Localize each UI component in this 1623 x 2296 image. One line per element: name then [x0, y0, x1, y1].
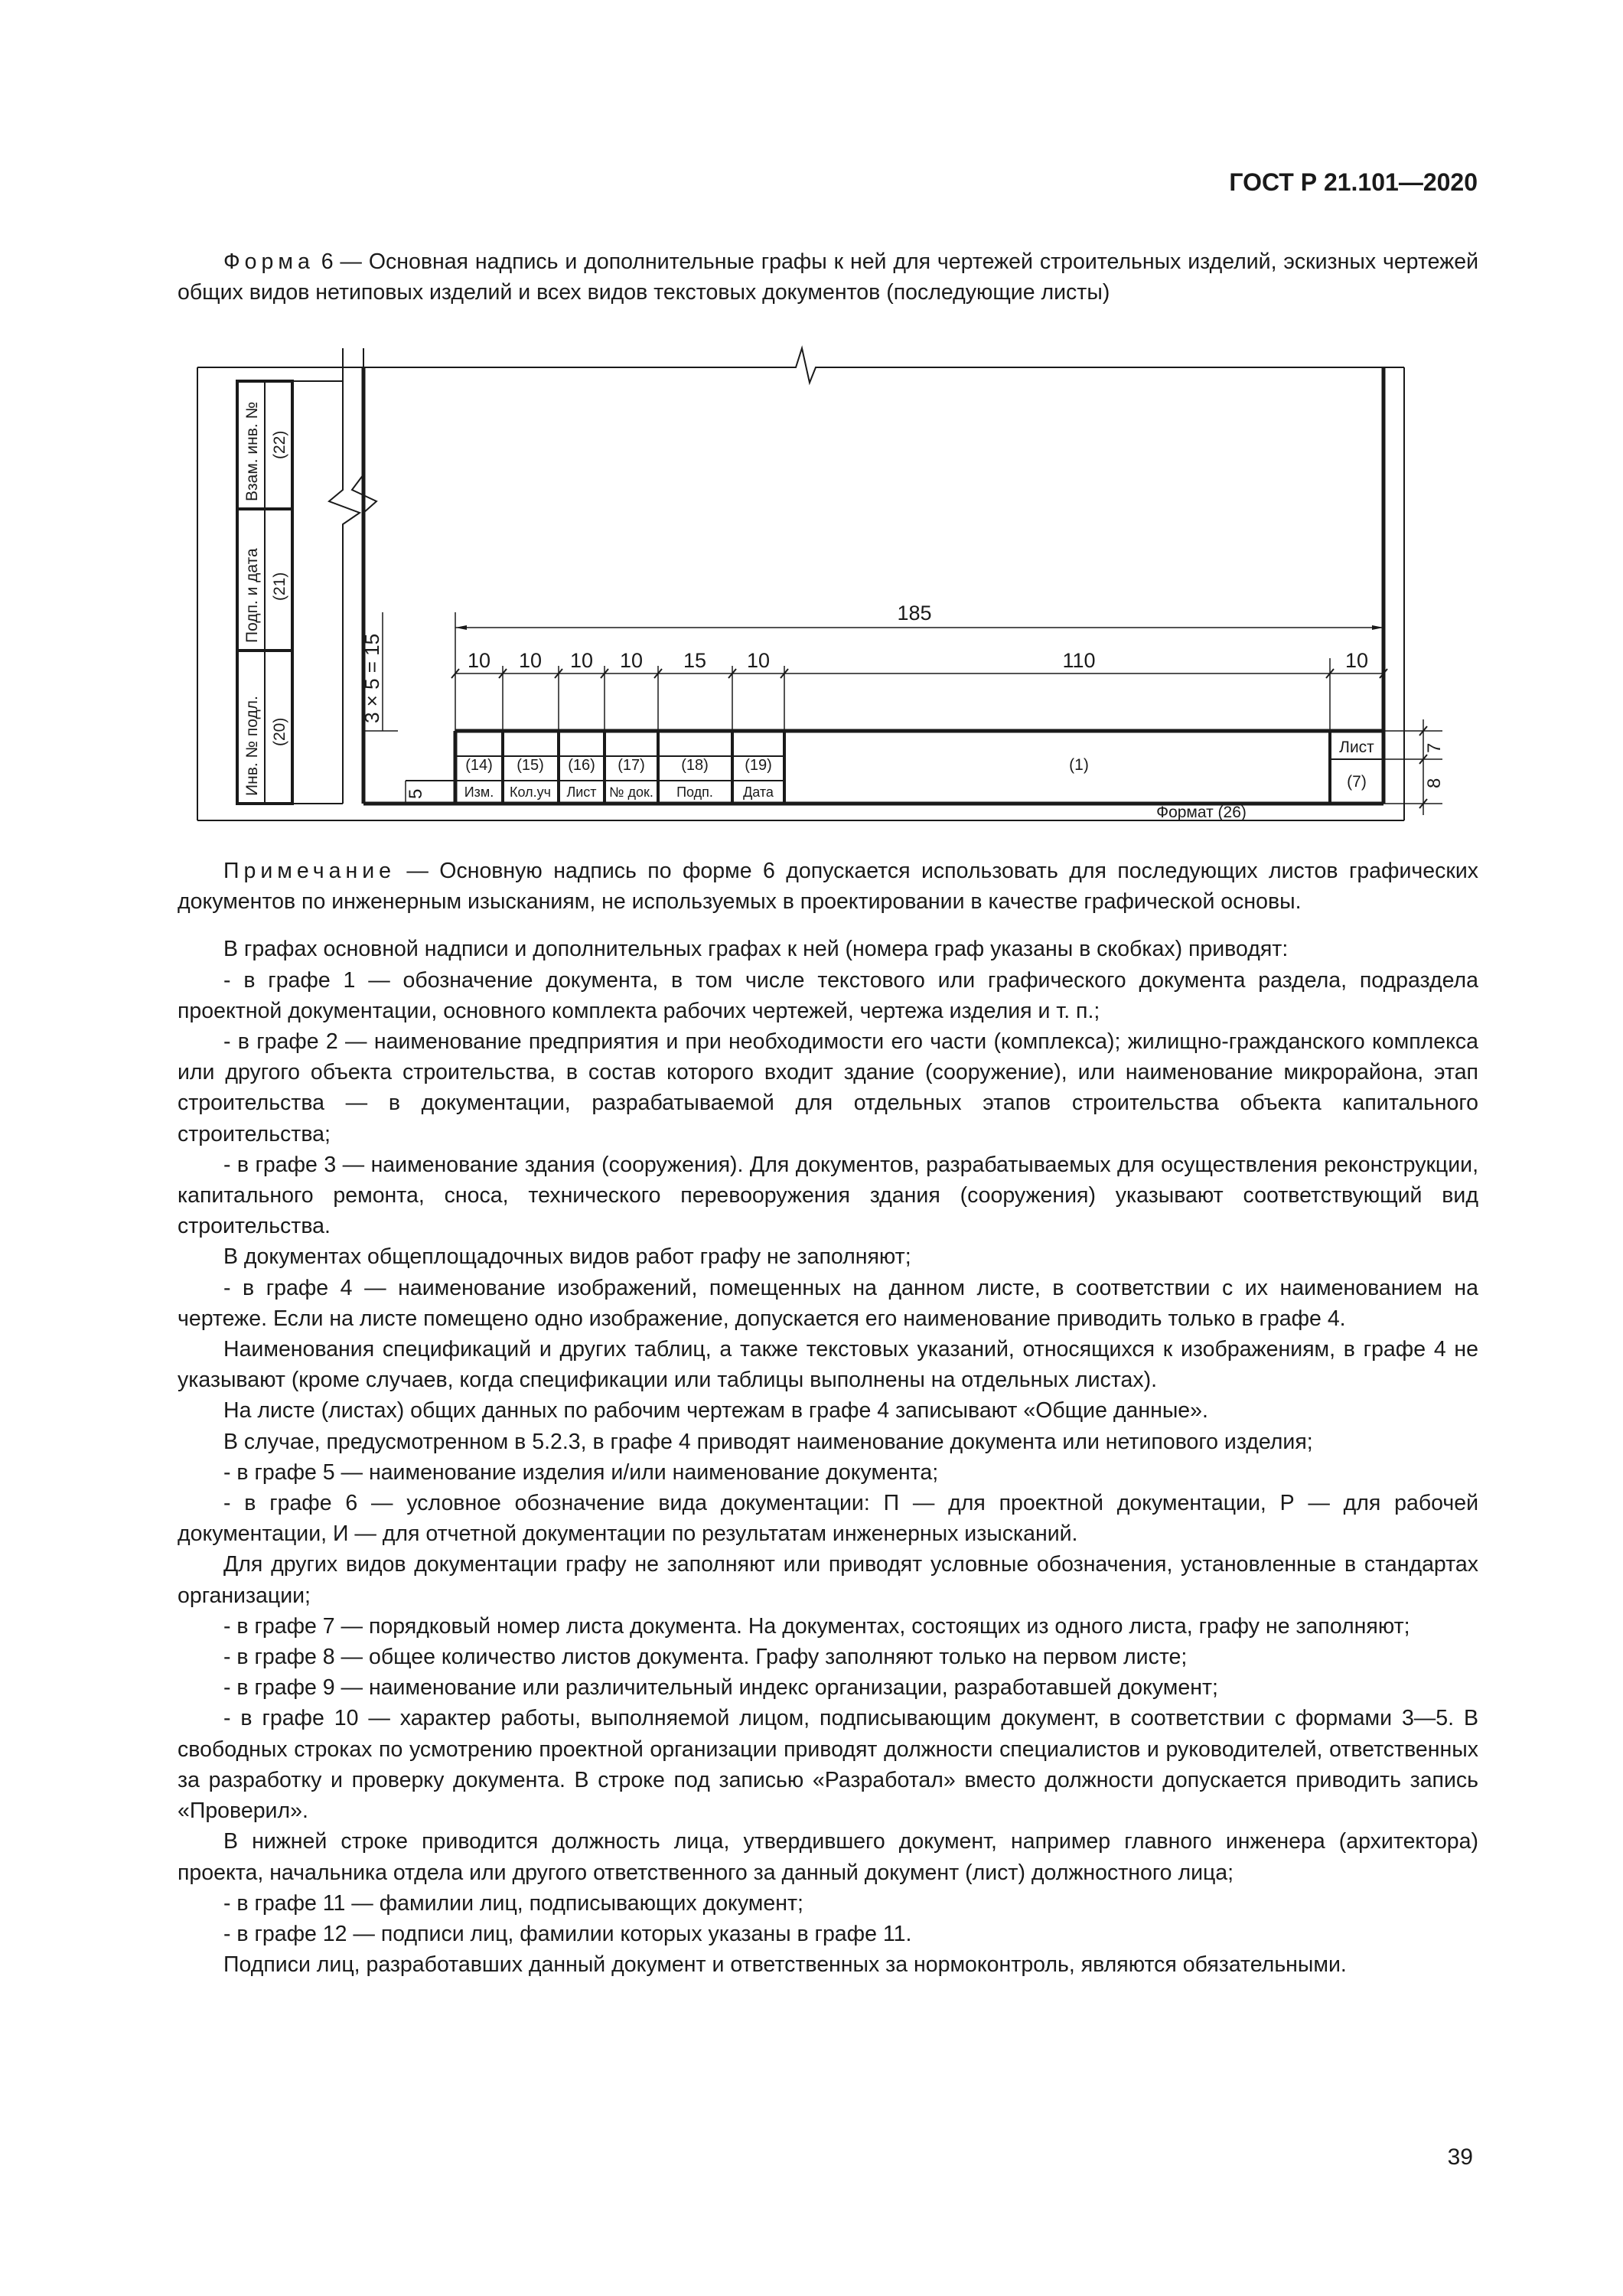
- body-paragraph: На листе (листах) общих данных по рабочим чертежам в графе 4 записывают «Общие данные».: [223, 1398, 1208, 1424]
- sheet-label: Лист: [1339, 739, 1374, 756]
- note-text: — Основную надпись по форме 6 допускается использовать для последующих листов графических документов по инженерным изысканиям, не используемых в проектировании в качестве графической основы.: [178, 859, 1478, 915]
- side-cell-number: (22): [271, 430, 288, 459]
- dim-right-bottom: 8: [1424, 778, 1445, 788]
- col-label: Кол.уч: [510, 784, 551, 800]
- body-paragraph: - в графе 7 — порядковый номер листа документа. На документах, состоящих из одного листа, графу не заполняют;: [223, 1613, 1410, 1639]
- body-paragraph: Для других видов документации графу не заполняют или приводят условные обозначения, установленные в стандартах организации;: [178, 1552, 1478, 1608]
- dim-col: 15: [683, 649, 707, 672]
- col-number: (18): [681, 757, 709, 774]
- body-paragraph: - в графе 9 — наименование или различительный индекс организации, разработавшей документ;: [223, 1675, 1218, 1701]
- dim-col: 10: [467, 649, 491, 672]
- col-label: Лист: [566, 784, 597, 800]
- dim-col: 10: [569, 649, 594, 672]
- dim-total: 185: [897, 602, 932, 625]
- caption-text: 6 — Основная надпись и дополнительные графы к ней для чертежей строительных изделий, эскизных чертежей общих видов нетиповых изделий и всех видов текстовых документов (последующие листы): [178, 249, 1479, 305]
- col-number: (17): [618, 757, 645, 774]
- note-paragraph: [178, 856, 1478, 917]
- dim-height: 3 × 5 = 15: [360, 633, 383, 723]
- body-paragraph: - в графе 1 — обозначение документа, в том числе текстового или графического документа раздела, подраздела проектной документации, основного комплекта рабочих чертежей, чертежа изделия и т. п.;: [178, 967, 1478, 1023]
- dim-right-top: 7: [1424, 742, 1445, 753]
- body-paragraph: - в графе 6 — условное обозначение вида документации: П — для проектной документации, Р — для рабочей документации, И — для отчетной документации по результатам инженерных изысканий.: [178, 1491, 1478, 1547]
- col-number: (15): [517, 757, 544, 774]
- body-paragraph: - в графе 5 — наименование изделия и/или наименование документа;: [223, 1459, 939, 1485]
- dim-col: 10: [1344, 649, 1369, 672]
- col-number: (16): [568, 757, 595, 774]
- body-paragraph: В нижней строке приводится должность лица, утвердившего документ, например главного инженера (архитектора) проекта, начальника отдела или другого ответственного за данный документ (лист) должностного лица;: [178, 1829, 1478, 1885]
- body-paragraph: - в графе 8 — общее количество листов документа. Графу заполняют только на первом листе;: [223, 1645, 1188, 1670]
- format-label: Формат (26): [1156, 804, 1247, 821]
- side-cell-label: Инв. № подл.: [243, 696, 261, 796]
- col-label: Подп.: [676, 784, 713, 800]
- note-label: Примечание: [223, 859, 396, 883]
- document-body: [178, 856, 1478, 1980]
- col-label: № док.: [609, 784, 653, 800]
- col-number: (19): [745, 757, 772, 774]
- body-paragraph: - в графе 2 — наименование предприятия и при необходимости его части (комплекса); жилищно-гражданского комплекса или другого объекта строительства, в состав которого входит здание (сооружение), или наименование микрорайона, этап строительства — в документации, разрабатываемой для отдельных этапов строительства объекта капитального строительства;: [178, 1029, 1478, 1146]
- dim-col: 10: [518, 649, 543, 672]
- body-paragraph: - в графе 3 — наименование здания (сооружения). Для документов, разрабатываемых для осуществления реконструкции, капитального ремонта, сноса, технического перевооружения здания (сооружения) указывают соответствующий вид строительства.: [178, 1152, 1478, 1239]
- side-cell-label: Подп. и дата: [243, 548, 261, 643]
- body-paragraph: - в графе 4 — наименование изображений, помещенных на данном листе, в соответствии с их наименованием на чертеже. Если на листе помещено одно изображение, допускается его наименование приводить только в графе 4.: [178, 1275, 1478, 1331]
- col-label: Изм.: [464, 784, 494, 800]
- body-paragraph: Наименования спецификаций и других таблиц, а также текстовых указаний, относящихся к изображениям, в графе 4 не указывают (кроме случаев, когда спецификации или таблицы выполнены на отдельных листах).: [178, 1337, 1478, 1393]
- main-cell-number: (1): [1069, 756, 1089, 774]
- body-paragraph: - в графе 10 — характер работы, выполняемой лицом, подписывающим документ, в соответствии с формами 3—5. В свободных строках по усмотрению проектной организации приводят должности специалистов и руководителей, ответственных за разработку и проверку документа. В строке под записью «Разработал» вместо должности допускается приводить запись «Проверил».: [178, 1706, 1478, 1824]
- document-header: ГОСТ Р 21.101—2020: [1229, 168, 1478, 196]
- sheet-number: (7): [1347, 773, 1367, 791]
- body-paragraph: В графах основной надписи и дополнительных графах к ней (номера граф указаны в скобках) приводят:: [223, 937, 1289, 962]
- dim-col: 110: [1062, 649, 1096, 672]
- dim-row: 5: [406, 788, 426, 799]
- side-cell-label: Взам. инв. №: [243, 401, 261, 501]
- dim-col: 10: [619, 649, 644, 672]
- form-label: Форма: [223, 249, 314, 274]
- body-paragraph: Подписи лиц, разработавших данный документ и ответственных за нормоконтроль, являются обязательными.: [223, 1952, 1347, 1978]
- body-paragraph: В документах общеплощадочных видов работ графу не заполняют;: [223, 1244, 911, 1270]
- body-paragraph: В случае, предусмотренном в 5.2.3, в графе 4 приводят наименование документа или нетипового изделия;: [223, 1429, 1313, 1454]
- dim-col: 10: [746, 649, 771, 672]
- page-number: 39: [1447, 2144, 1473, 2170]
- body-paragraph: - в графе 11 — фамилии лиц, подписывающих документ;: [223, 1890, 803, 1916]
- col-label: Дата: [743, 784, 774, 800]
- col-number: (14): [465, 757, 493, 774]
- side-cell-number: (20): [271, 717, 288, 746]
- side-cell-number: (21): [271, 572, 288, 601]
- body-paragraph: - в графе 12 — подписи лиц, фамилии которых указаны в графе 11.: [223, 1921, 912, 1946]
